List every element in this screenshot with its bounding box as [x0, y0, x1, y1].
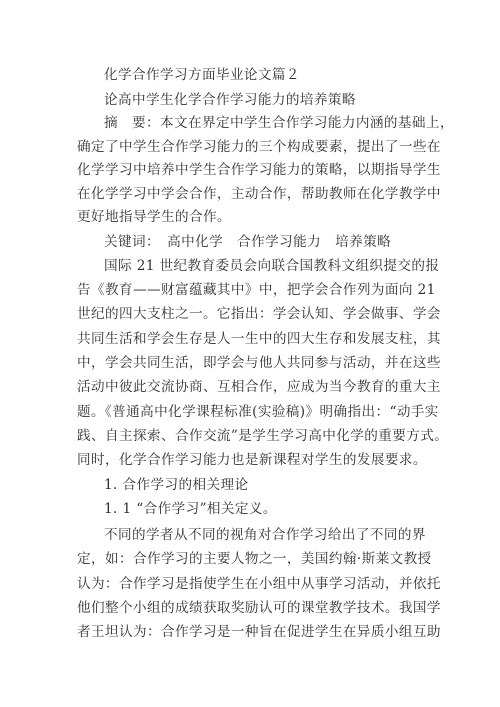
abstract-line: 在化学学习中学会合作，主动合作，帮助教师在化学教学中 [77, 186, 441, 202]
abstract-line: 确定了中学生合作学习能力的三个构成要素，提出了一些在 [77, 139, 441, 155]
abstract-line: 更好地指导学生的合作。 [77, 209, 231, 225]
document-subtitle: 论高中学生化学合作学习能力的培养策略 [104, 92, 356, 108]
abstract-line: 化学学习中培养中学生合作学习能力的策略，以期指导学生 [77, 162, 441, 178]
intro-paragraph-line: 同时，化学合作学习能力也是新课程对学生的发展要求。 [77, 452, 427, 468]
definition-paragraph-line: 认为：合作学习是指使学生在小组中从事学习活动，并依托 [77, 576, 441, 592]
intro-paragraph-line: 国际 21 世纪教育委员会向联合国教科文组织提交的报 [104, 258, 440, 274]
intro-paragraph-line: 共同生活和学会生存是人一生中的四大生存和发展支柱，其 [77, 331, 441, 347]
definition-paragraph-line: 者王坦认为：合作学习是一种旨在促进学生在异质小组互助 [77, 624, 441, 640]
intro-paragraph-line: 告《教育——财富蕴藏其中》中，把学会合作列为面向 21 [77, 282, 436, 298]
keywords: 关键词： 高中化学 合作学习能力 培养策略 [104, 234, 392, 250]
abstract-line: 摘 要：本文在界定中学生合作学习能力内涵的基础上， [104, 115, 454, 131]
document-title: 化学合作学习方面毕业论文篇２ [104, 67, 300, 83]
intro-paragraph-line: 践、自主探索、合作交流”是学生学习高中化学的重要方式。 [77, 428, 449, 444]
definition-paragraph-line: 定，如：合作学习的主要人物之一，美国约翰·斯莱文教授 [77, 551, 432, 567]
intro-paragraph-line: 活动中彼此交流协商、互相合作，应成为当今教育的重大主 [77, 379, 441, 395]
definition-paragraph-line: 不同的学者从不同的视角对合作学习给出了不同的界 [104, 527, 426, 543]
intro-paragraph-line: 世纪的四大支柱之一。它指出：学会认知、学会做事、学会 [77, 306, 441, 322]
intro-paragraph-line: 中，学会共同生活，即学会与他人共同参与活动，并在这些 [77, 355, 441, 371]
subsection-heading: 1. 1 “合作学习”相关定义。 [104, 501, 277, 517]
intro-paragraph-line: 题。《普通高中化学课程标准(实验稿)》明确指出：“动手实 [77, 404, 439, 420]
definition-paragraph-line: 他们整个小组的成绩获取奖励认可的课堂教学技术。我国学 [77, 600, 441, 616]
section-heading: 1. 合作学习的相关理论 [104, 477, 249, 493]
